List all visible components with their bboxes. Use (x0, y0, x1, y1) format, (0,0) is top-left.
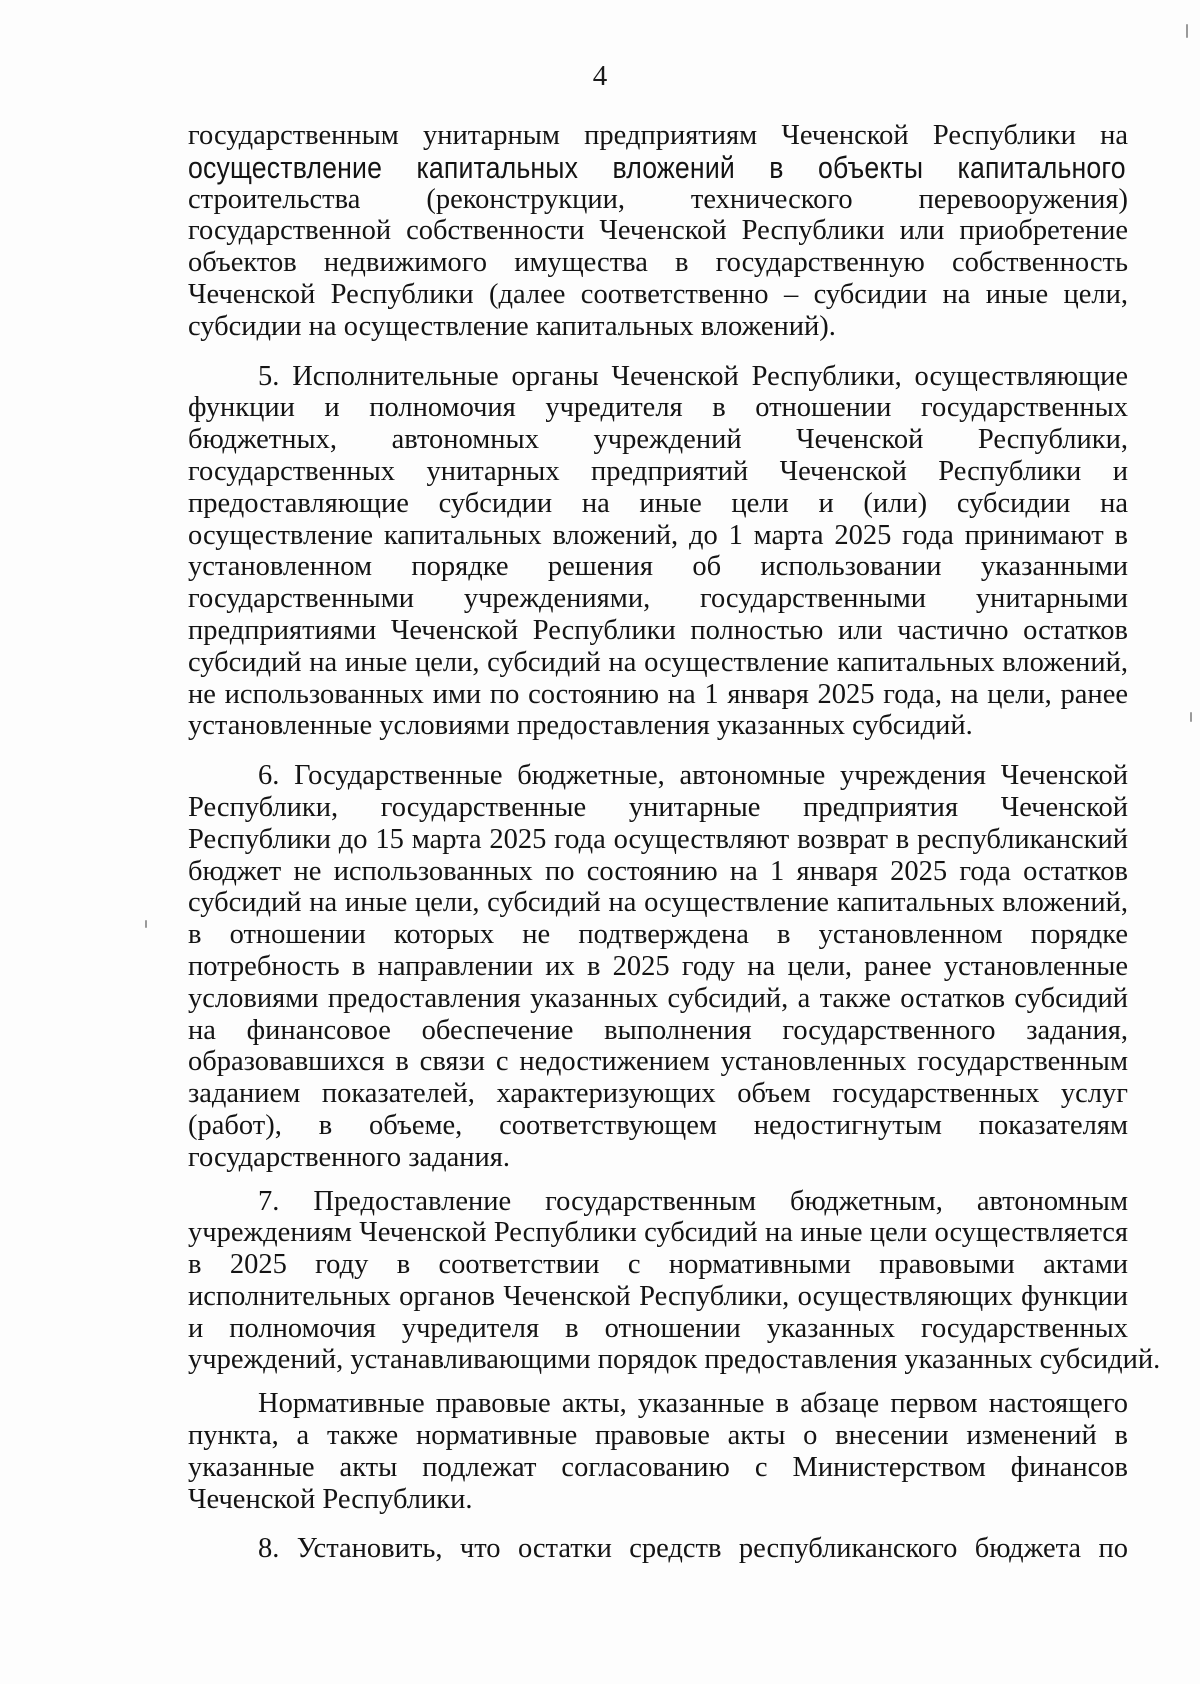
text-line: Республики, государственные унитарные предприятия Чеченской (188, 791, 1128, 823)
text-line: Республики до 15 марта 2025 года осуществляют возврат в республиканский (188, 823, 1128, 855)
text-line: строительства (реконструкции, технического перевооружения) (188, 183, 1128, 215)
text-line: субсидий на иные цели, субсидий на осуществление капитальных вложений, (188, 646, 1128, 678)
text-line: в отношении которых не подтверждена в установленном порядке (188, 919, 1128, 951)
text-line: Нормативные правовые акты, указанные в абзаце первом настоящего (258, 1388, 1128, 1420)
paragraph-item-6 (188, 760, 1128, 1173)
text-line: государственной собственности Чеченской Республики или приобретение (188, 215, 1128, 247)
text-line: Чеченской Республики. (188, 1483, 473, 1515)
text-line: 7. Предоставление государственным бюджетным, автономным (258, 1185, 1128, 1217)
text-line: объектов недвижимого имущества в государственную собственность (188, 247, 1128, 279)
text-line: установленные условиями предоставления указанных субсидий. (188, 710, 973, 742)
text-line: субсидии на осуществление капитальных вложений). (188, 310, 836, 342)
text-line: исполнительных органов Чеченской Республики, осуществляющих функции (188, 1280, 1128, 1312)
text-line: учреждениям Чеченской Республики субсидий на иные цели осуществляется (188, 1217, 1128, 1249)
scan-artifact (1186, 24, 1188, 38)
text-line: не использованных ими по состоянию на 1 января 2025 года, на цели, ранее (188, 678, 1128, 710)
scan-artifact (1190, 712, 1192, 722)
text-line: указанные акты подлежат согласованию с Министерством финансов (188, 1451, 1128, 1483)
text-line: осуществление капитальных вложений в объекты капитального (188, 149, 1126, 185)
text-line: государственным унитарным предприятиям Чеченской Республики на (188, 120, 1128, 151)
text-line: учреждений, устанавливающими порядок предоставления указанных субсидий. (188, 1344, 1161, 1376)
text-line: 6. Государственные бюджетные, автономные учреждения Чеченской (258, 760, 1128, 792)
text-line: условиями предоставления указанных субсидий, а также остатков субсидий (188, 982, 1128, 1014)
text-line: установленном порядке решения об использовании указанными (188, 551, 1128, 583)
paragraph-item-7 (188, 1185, 1161, 1377)
paragraph-item-7-abzac-2 (188, 1388, 1128, 1515)
document-body (188, 120, 1161, 1565)
text-line: образовавшихся в связи с недостижением установленных государственным (188, 1046, 1128, 1078)
text-line: субсидий на иные цели, субсидий на осуществление капитальных вложений, (188, 887, 1128, 919)
text-line: (работ), в объеме, соответствующем недостигнутым показателям (188, 1109, 1128, 1141)
text-line: пункта, а также нормативные правовые акты о внесении изменений в (188, 1420, 1128, 1452)
text-line: потребность в направлении их в 2025 году на цели, ранее установленные (188, 950, 1128, 982)
text-line: бюджетных, автономных учреждений Чеченской Республики, (188, 424, 1128, 456)
text-line: предоставляющие субсидии на иные цели и (или) субсидии на (188, 487, 1128, 519)
text-line: государственными учреждениями, государственными унитарными (188, 583, 1128, 615)
text-line: на финансовое обеспечение выполнения государственного задания, (188, 1014, 1128, 1046)
text-line: в 2025 году в соответствии с нормативными правовыми актами (188, 1249, 1128, 1281)
scan-artifact (145, 920, 147, 928)
page-number: 4 (592, 60, 608, 92)
paragraph-item-5 (188, 361, 1128, 743)
paragraph-item-8 (188, 1533, 1128, 1565)
text-line: заданием показателей, характеризующих объем государственных услуг (188, 1078, 1128, 1110)
text-line: государственного задания. (188, 1141, 511, 1173)
text-line: бюджет не использованных по состоянию на 1 января 2025 года остатков (188, 855, 1128, 887)
text-line: предприятиями Чеченской Республики полностью или частично остатков (188, 614, 1128, 646)
text-line: Чеченской Республики (далее соответственно – субсидии на иные цели, (188, 278, 1128, 310)
text-line: и полномочия учредителя в отношении указанных государственных (188, 1312, 1128, 1344)
text-line: 5. Исполнительные органы Чеченской Республики, осуществляющие (258, 360, 1128, 392)
text-line: осуществление капитальных вложений, до 1 марта 2025 года принимают в (188, 519, 1128, 551)
text-line: 8. Установить, что остатки средств республиканского бюджета по (258, 1533, 1128, 1565)
text-line: государственных унитарных предприятий Чеченской Республики и (188, 455, 1128, 487)
paragraph-continuation (188, 120, 1128, 343)
text-line: функции и полномочия учредителя в отношении государственных (188, 392, 1128, 424)
